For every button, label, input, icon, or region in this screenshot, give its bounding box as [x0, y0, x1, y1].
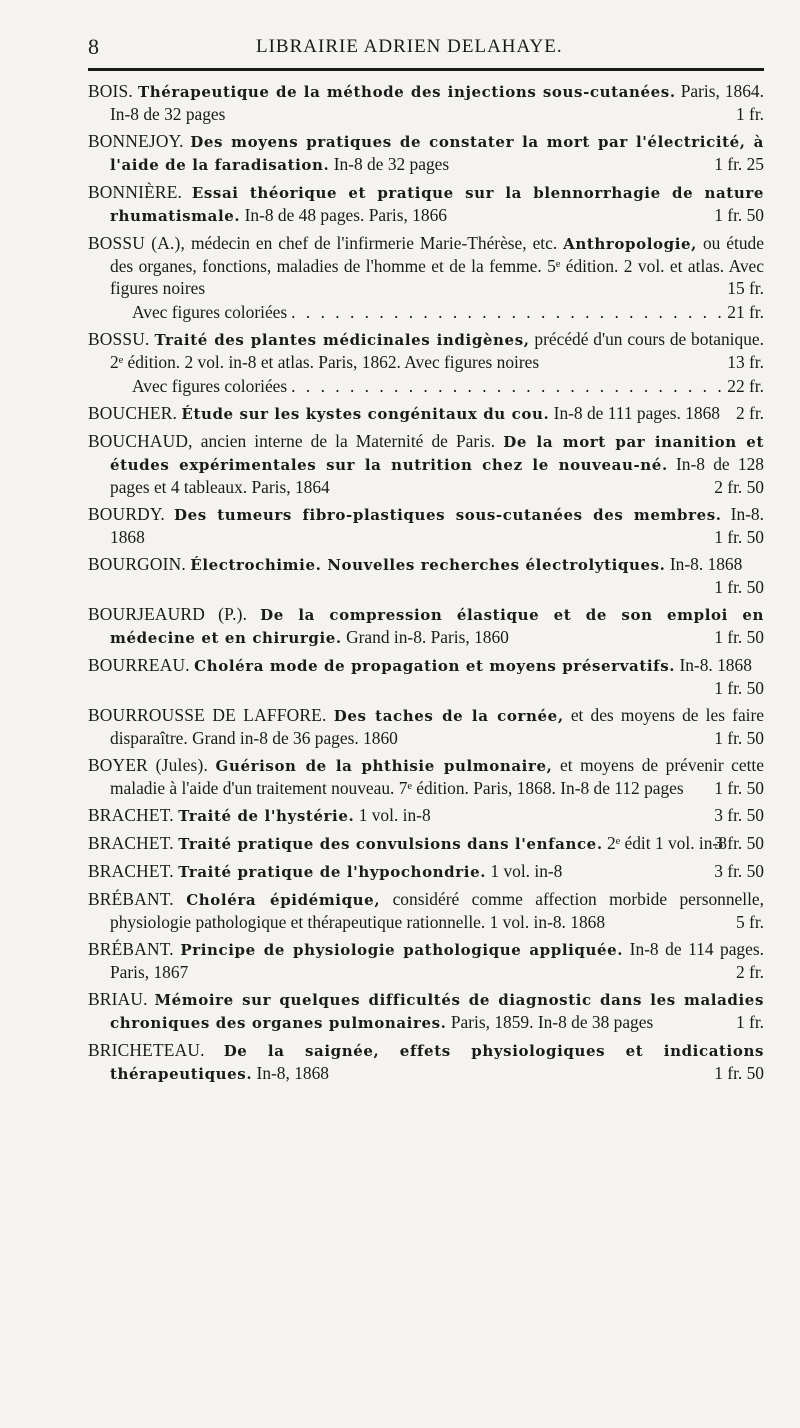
entry-title: Choléra épidémique, — [186, 891, 381, 909]
page-header — [88, 30, 764, 64]
entry-details: In-8, 1868 — [256, 1063, 329, 1083]
entry-details: Paris, 1864. In-8 de 32 pages — [110, 81, 764, 124]
catalog-entry — [88, 754, 764, 799]
entry-price: 2 fr. — [735, 962, 764, 982]
catalog-entry — [88, 888, 764, 933]
entry-author: BOURROUSSE DE LAFFORE. — [88, 705, 327, 725]
catalog-entry — [88, 402, 764, 425]
catalog-entry — [88, 181, 764, 227]
entry-price: 1 fr. 50 — [714, 627, 764, 647]
entry-title: Des tumeurs fibro-plastiques sous-cutanées des membres. — [173, 506, 722, 524]
entry-title: Des moyens pratiques de constater la mort par l'électricité, à l'aide de la faradisation. — [110, 133, 764, 174]
entry-author: BOUCHAUD, — [88, 431, 193, 451]
entry-author: BRACHET. — [88, 861, 174, 881]
entry-title: Des taches de la cornée, — [333, 707, 564, 725]
entry-variant — [88, 375, 764, 397]
catalog-entry — [88, 654, 764, 699]
entry-author-note: médecin en chef de l'infirmerie Marie-Thérèse, etc. — [191, 233, 558, 253]
entry-author: BOURREAU. — [88, 655, 190, 675]
entry-author: BONNIÈRE. — [88, 182, 183, 202]
catalog-entry — [88, 130, 764, 176]
entry-author: BONNEJOY. — [88, 131, 184, 151]
entry-variant-text: Avec figures coloriées — [132, 376, 288, 396]
entry-price: 1 fr. 50 — [714, 728, 764, 748]
catalog-entry — [88, 1039, 764, 1085]
entry-variant-text: Avec figures coloriées — [132, 302, 288, 322]
entry-details: 1 vol. in-8 — [358, 805, 431, 825]
entry-price: 15 fr. — [727, 278, 764, 298]
page-number: 8 — [88, 34, 99, 59]
entry-author: BOSSU. — [88, 329, 150, 349]
dot-leader — [291, 375, 723, 397]
entry-title: Anthropologie, — [563, 235, 697, 253]
entry-variant-price: 22 fr. — [727, 376, 764, 396]
entry-title: Traité des plantes médicinales indigènes, — [154, 331, 530, 349]
running-title: LIBRAIRIE ADRIEN DELAHAYE. — [256, 36, 563, 57]
entry-title: Mémoire sur quelques difficultés de diagnostic dans les maladies chroniques des organes pulmonaires. — [110, 991, 764, 1032]
entry-details: Grand in-8. Paris, 1860 — [346, 627, 509, 647]
entry-price: 3 fr. 50 — [714, 833, 764, 853]
entry-author: BOSSU (A.), — [88, 233, 186, 253]
catalog-list — [88, 80, 764, 1090]
entry-price: 1 fr. 25 — [714, 154, 764, 174]
entry-author: BRACHET. — [88, 805, 174, 825]
entry-author: BRACHET. — [88, 833, 174, 853]
entry-variant-price: 21 fr. — [727, 302, 764, 322]
entry-details: 2ᵉ édit 1 vol. in-8 — [607, 833, 727, 853]
entry-details: In-8. 1868 — [110, 504, 764, 547]
entry-title: Choléra mode de propagation et moyens préservatifs. — [194, 657, 676, 675]
entry-author: BOURJEAURD (P.). — [88, 604, 248, 624]
entry-details: et moyens de prévenir cette maladie à l'aide d'un traitement nouveau. 7ᵉ édition. Paris, 1868. In-8 de 112 pages — [110, 755, 764, 798]
entry-price: 2 fr. — [735, 403, 764, 423]
entry-details: In-8. 1868 — [679, 655, 752, 675]
entry-details: In-8 de 128 pages et 4 tableaux. Paris, 1864 — [110, 454, 764, 497]
entry-author-note: ancien interne de la Maternité de Paris. — [200, 431, 496, 451]
entry-author: BOYER (Jules). — [88, 755, 208, 775]
entry-price: 1 fr. 50 — [714, 778, 764, 798]
entry-title: Traité pratique de l'hypochondrie. — [178, 863, 487, 881]
entry-author: BRÉBANT. — [88, 939, 174, 959]
dot-leader — [291, 301, 723, 323]
entry-details: précédé d'un cours de botanique. 2ᵉ édition. 2 vol. in-8 et atlas. Paris, 1862. Avec figures noires — [110, 329, 764, 372]
entry-title: Guérison de la phthisie pulmonaire, — [215, 757, 553, 775]
entry-details: et des moyens de les faire disparaître. Grand in-8 de 36 pages. 1860 — [110, 705, 765, 748]
catalog-entry — [88, 503, 764, 548]
entry-title: Traité pratique des convulsions dans l'enfance. — [178, 835, 603, 853]
entry-author: BRÉBANT. — [88, 889, 174, 909]
entry-price: 1 fr. — [735, 104, 764, 124]
catalog-entry — [88, 938, 764, 983]
entry-author: BOIS. — [88, 81, 133, 101]
entry-price: 1 fr. 50 — [714, 205, 764, 225]
entry-price: 5 fr. — [735, 912, 764, 932]
entry-author: BOURDY. — [88, 504, 165, 524]
entry-title: Thérapeutique de la méthode des injections sous-cutanées. — [138, 83, 676, 101]
entry-author: BRICHETEAU. — [88, 1040, 205, 1060]
entry-price: 1 fr. 50 — [714, 577, 764, 597]
catalog-entry — [88, 704, 764, 749]
entry-details: 1 vol. in-8 — [490, 861, 563, 881]
entry-title: Essai théorique et pratique sur la blennorrhagie de nature rhumatismale. — [110, 184, 764, 225]
entry-price: 1 fr. 50 — [714, 678, 764, 698]
entry-variant — [88, 301, 764, 323]
entry-price: 1 fr. 50 — [714, 527, 764, 547]
entry-details: Paris, 1859. In-8 de 38 pages — [450, 1012, 654, 1032]
entry-details: In-8. 1868 — [669, 554, 743, 574]
catalog-entry — [88, 80, 764, 125]
entry-title: Traité de l'hystérie. — [178, 807, 355, 825]
catalog-entry — [88, 603, 764, 649]
catalog-entry — [88, 988, 764, 1034]
catalog-entry — [88, 232, 764, 299]
catalog-entry — [88, 430, 764, 498]
catalog-entry — [88, 553, 764, 598]
entry-price: 1 fr. — [735, 1012, 764, 1032]
entry-price: 3 fr. 50 — [714, 805, 764, 825]
catalog-page — [88, 30, 765, 1083]
entry-title: De la mort par inanition et études expérimentales sur la nutrition chez le nouveau-né. — [110, 433, 764, 474]
header-rule — [88, 68, 764, 71]
entry-details: ou étude des organes, fonctions, maladies de l'homme et de la femme. 5ᵉ édition. 2 vol. et atlas. Avec figures noires — [110, 233, 764, 298]
entry-title: De la compression élastique et de son emploi en médecine et en chirurgie. — [110, 606, 764, 647]
entry-title: De la saignée, effets physiologiques et indications thérapeutiques. — [110, 1042, 764, 1083]
entry-details: considéré comme affection morbide personnelle, physiologie pathologique et thérapeutique rationnelle. 1 vol. in-8. 1868 — [110, 889, 764, 932]
entry-details: In-8 de 111 pages. 1868 — [553, 403, 720, 423]
catalog-entry — [88, 860, 764, 883]
entry-price: 2 fr. 50 — [714, 477, 764, 497]
entry-title: Électrochimie. Nouvelles recherches électrolytiques. — [190, 556, 666, 574]
entry-title: Étude sur les kystes congénitaux du cou. — [181, 405, 550, 423]
entry-author: BRIAU. — [88, 989, 148, 1009]
entry-price: 1 fr. 50 — [714, 1063, 764, 1083]
catalog-entry — [88, 804, 764, 827]
entry-details: In-8 de 114 pages. Paris, 1867 — [110, 939, 764, 982]
entry-title: Principe de physiologie pathologique appliquée. — [180, 941, 624, 959]
entry-author: BOUCHER. — [88, 403, 178, 423]
entry-author: BOURGOIN. — [88, 554, 186, 574]
entry-details: In-8 de 48 pages. Paris, 1866 — [244, 205, 447, 225]
entry-details: In-8 de 32 pages — [333, 154, 450, 174]
entry-price: 13 fr. — [727, 352, 764, 372]
catalog-entry — [88, 832, 764, 855]
entry-price: 3 fr. 50 — [714, 861, 764, 881]
catalog-entry — [88, 328, 764, 373]
